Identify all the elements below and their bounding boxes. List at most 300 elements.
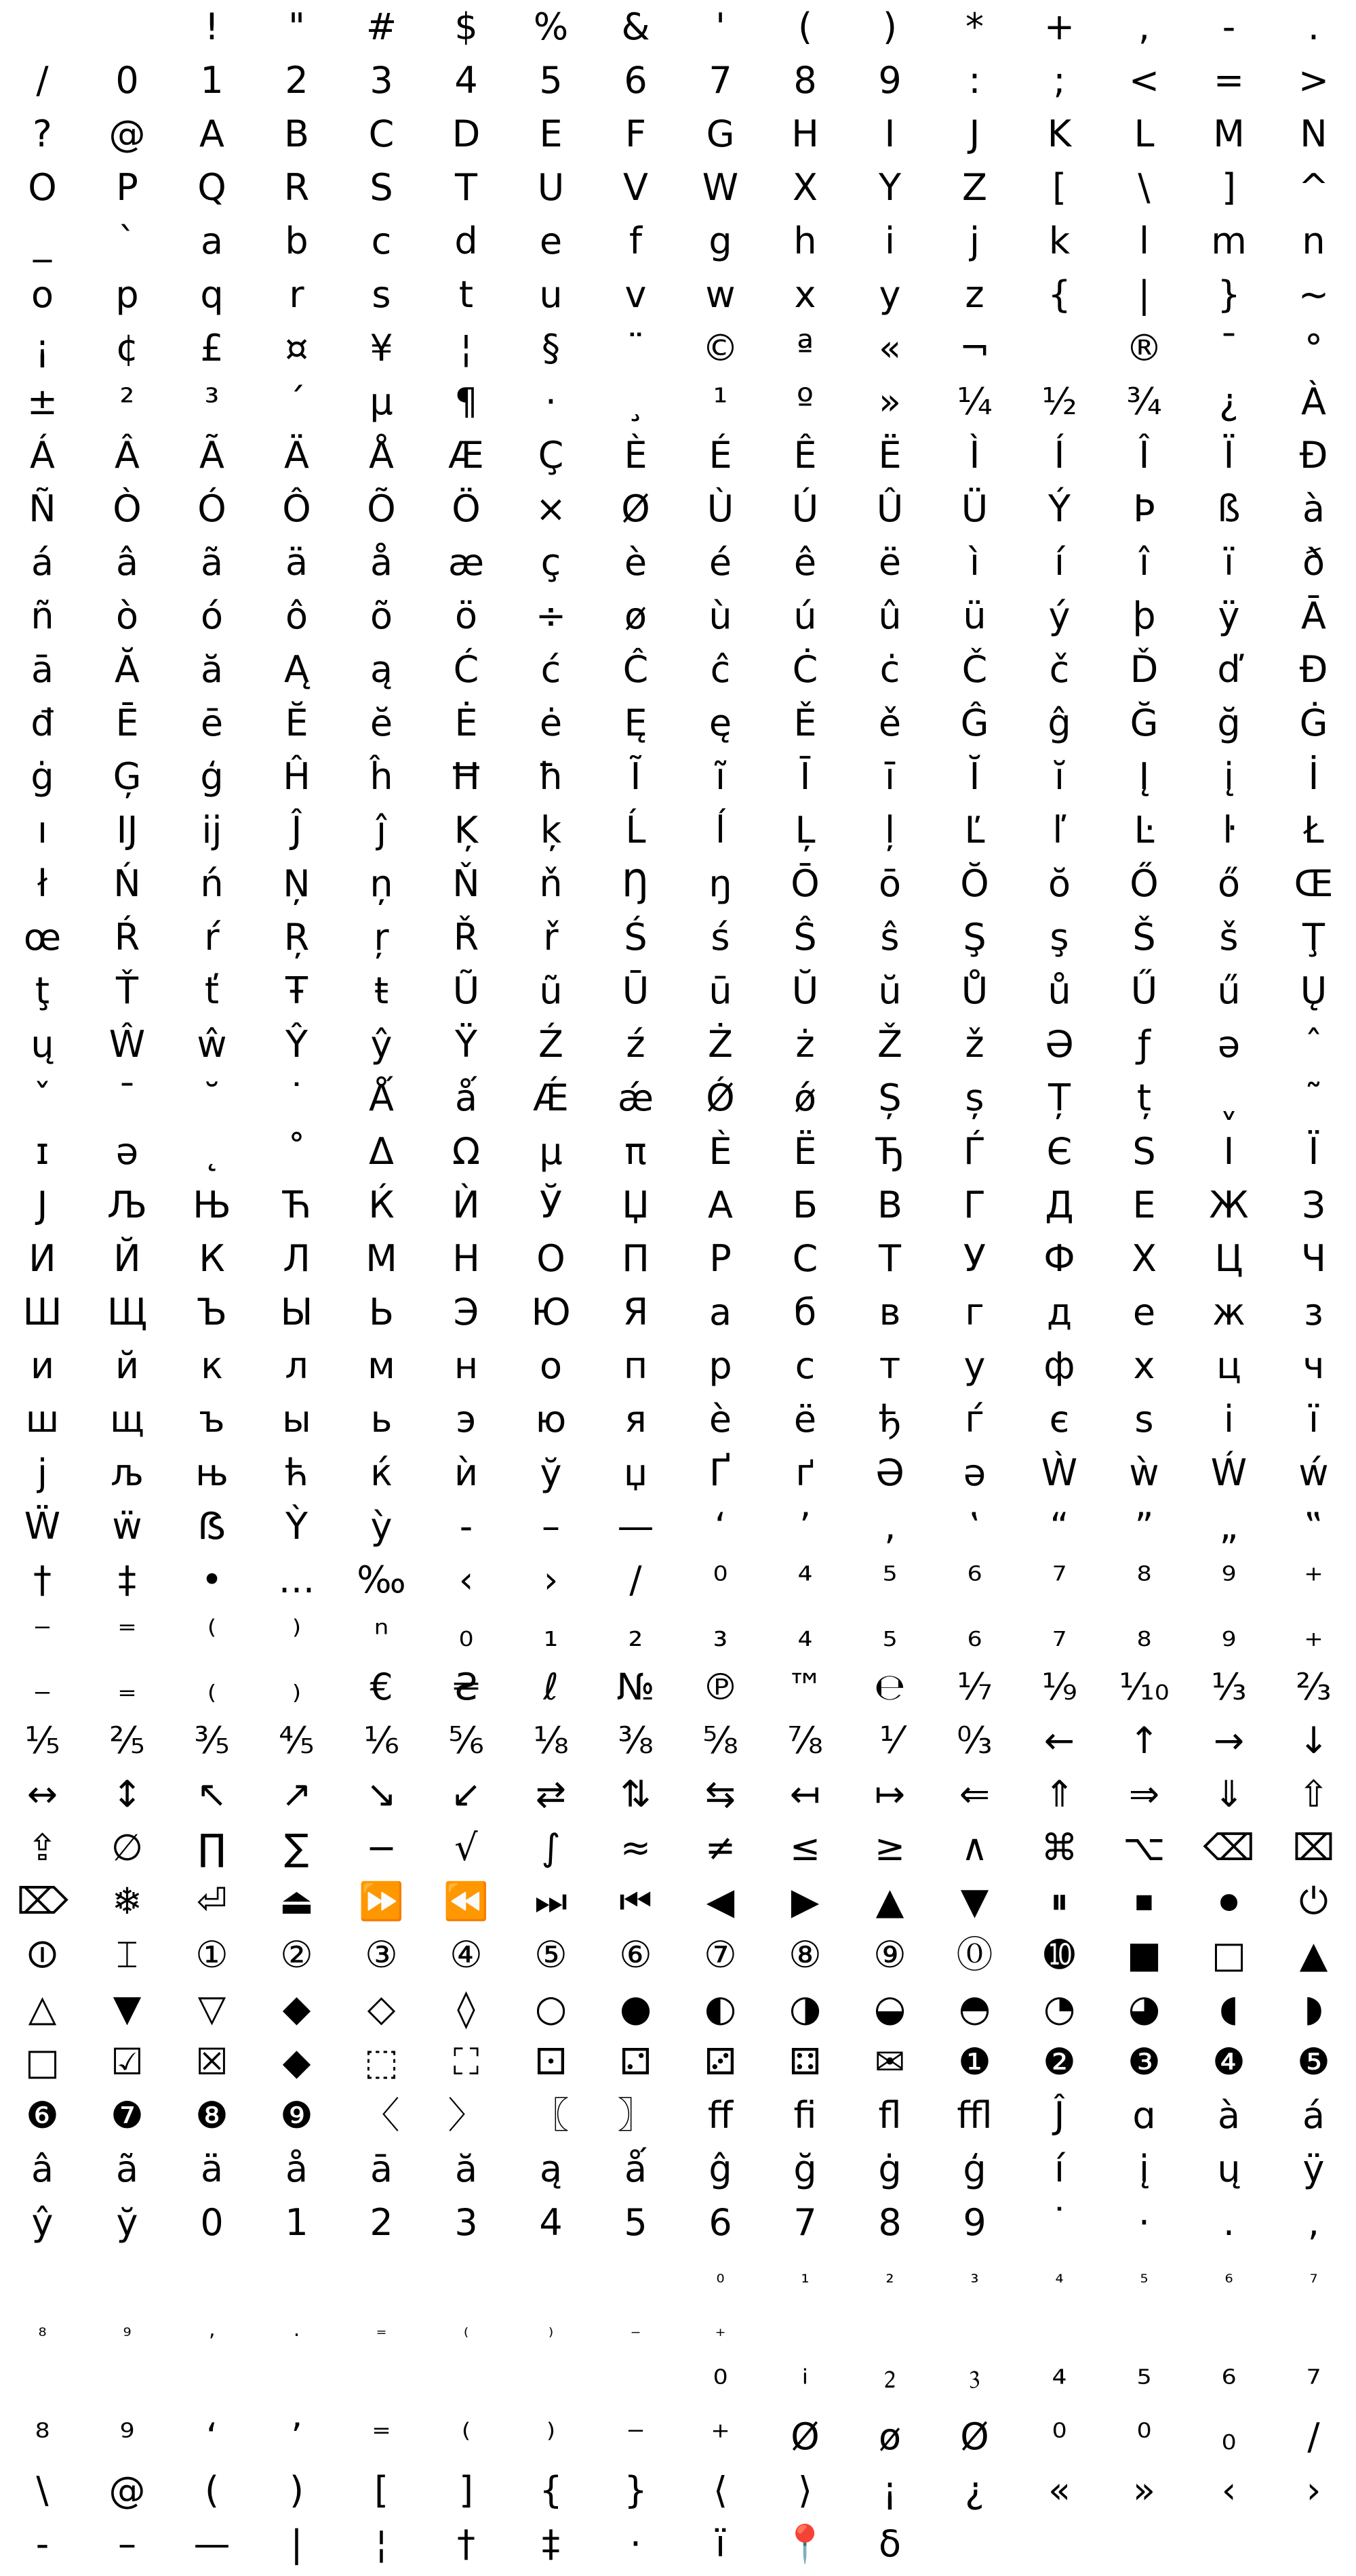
glyph-cell: Ї [1308,1129,1319,1173]
glyph-cell: ž [965,1022,984,1066]
glyph-cell: ß [1217,487,1241,530]
glyph-cell: ⟨ [713,2468,728,2512]
glyph-cell: 5 [539,58,563,102]
glyph-cell: О [536,1236,565,1280]
glyph-cell: K [1047,112,1072,155]
glyph-cell: ₂ [628,1611,643,1655]
glyph-cell: “ [1050,1504,1069,1548]
glyph-cell: ₅ [1140,2263,1149,2288]
glyph-cell: ₊ [1304,1611,1323,1655]
glyph-cell: ⟩ [797,2468,813,2512]
glyph-cell: ₇ [1052,1611,1067,1655]
glyph-cell: ĝ [709,2147,732,2190]
glyph-cell: Ǿ [706,1076,735,1119]
glyph-cell: − [365,1826,397,1869]
glyph-cell: j [969,219,980,262]
glyph-cell: ˬ [1220,1076,1238,1119]
glyph-cell: ō [878,862,902,905]
glyph-cell: н [454,1344,479,1387]
glyph-cell: Х [1132,1236,1157,1280]
glyph-cell: ⁻ [626,2415,645,2458]
glyph-cell: В [877,1183,903,1226]
glyph-cell: ŗ [374,915,389,959]
glyph-cell: у [963,1344,986,1387]
glyph-cell: ⇪ [26,1826,58,1869]
glyph-cell: † [33,1558,52,1601]
glyph-cell: J [969,112,980,155]
glyph-cell: ğ [793,2147,817,2190]
glyph-cell: ǻ [454,1076,478,1119]
glyph-cell: ʼ [290,2415,303,2458]
glyph-cell: ₁ [801,2263,810,2288]
glyph-cell: Õ [367,487,396,530]
glyph-cell: ^ [1298,165,1330,209]
glyph-cell: ŕ [204,915,220,959]
glyph-cell: Ł [1303,808,1324,851]
glyph-cell: Ś [624,915,647,959]
glyph-cell: ; [1053,58,1066,102]
glyph-cell: í [1054,2147,1064,2190]
glyph-cell: ј [37,1451,47,1494]
glyph-cell: { [1048,273,1071,316]
glyph-cell: 4 [539,2200,563,2244]
glyph-cell: á [1302,2093,1325,2137]
glyph-cell: ● [619,1986,652,2030]
glyph-cell: ⇒ [1128,1772,1160,1815]
glyph-cell: ¨ [626,326,645,369]
glyph-cell: ¹ [713,380,728,423]
glyph-cell: h [793,219,817,262]
glyph-cell: D [452,112,481,155]
glyph-cell: ⏎ [196,1879,228,1923]
glyph-cell: ÿ [1218,594,1240,637]
glyph-cell: | [290,2522,303,2565]
glyph-cell: в [879,1290,901,1333]
glyph-cell: ÷ [535,594,567,637]
glyph-cell: Á [30,433,55,477]
glyph-cell: # [365,5,397,48]
glyph-cell: ƒ [1137,1022,1151,1066]
glyph-cell: Ħ [449,754,483,798]
glyph-cell: c [371,219,392,262]
glyph-cell: Џ [622,1183,650,1226]
glyph-cell: 1 [285,2200,308,2244]
glyph-cell: v [624,273,647,316]
glyph-cell: Ω [452,1129,481,1173]
glyph-cell-empty [254,2249,339,2303]
glyph-cell: І [1223,1129,1235,1173]
glyph-cell-empty [1271,2517,1356,2571]
glyph-cell: Ú [791,487,819,530]
glyph-cell: ⁵ [1136,2361,1152,2404]
glyph-cell: ◔ [1043,1986,1076,2030]
glyph-cell: Ә [875,1451,904,1494]
glyph-cell: ⁹ [119,2415,135,2458]
glyph-cell: ø [624,594,647,637]
glyph-cell: $ [454,5,478,48]
glyph-cell: ⌶ [116,1933,138,1976]
glyph-cell: ‟ [1304,1504,1323,1548]
glyph-cell: ū [709,969,732,1012]
glyph-cell: € [370,1665,393,1708]
glyph-cell: Ќ [368,1183,395,1226]
glyph-cell: ə [1217,1022,1241,1066]
glyph-cell: ћ [284,1451,309,1494]
glyph-cell: ₎ [548,2317,554,2341]
glyph-cell: O [28,165,57,209]
glyph-cell: f [629,219,642,262]
glyph-cell: y [879,273,901,316]
glyph-cell: М [365,1236,397,1280]
glyph-cell: ő [1217,862,1241,905]
glyph-cell: \ [36,2468,49,2512]
glyph-cell: 3 [454,2200,478,2244]
glyph-cell: ć [540,647,561,691]
glyph-cell: X [793,165,818,209]
glyph-cell: ₋ [630,2317,641,2341]
glyph-cell: Ỳ [285,1504,308,1548]
glyph-cell: Й [113,1236,141,1280]
glyph-cell: Љ [106,1183,148,1226]
glyph-cell: ĵ [376,808,386,851]
glyph-cell: ê [793,540,817,584]
glyph-cell: ш [25,1397,60,1441]
glyph-cell-empty [932,2517,1017,2571]
glyph-cell: Ö [452,487,481,530]
glyph-cell: / [1307,2415,1320,2458]
glyph-cell: Q [197,165,226,209]
glyph-cell-empty [339,2356,424,2410]
glyph-cell: ⁰ [713,2361,728,2404]
glyph-cell: { [539,2468,563,2512]
glyph-cell: Ģ [113,754,142,798]
glyph-cell: ð [1302,540,1325,584]
glyph-cell: ĉ [710,647,731,691]
glyph-cell: ( [797,5,813,48]
glyph-cell: N [1300,112,1328,155]
glyph-cell: / [629,1558,642,1601]
glyph-cell: ⑦ [704,1933,737,1976]
glyph-cell: Å [369,433,394,477]
glyph-cell: Ч [1300,1236,1327,1280]
glyph-cell: Ż [708,1022,733,1066]
glyph-cell: É [709,433,732,477]
glyph-cell: ₇ [1309,2263,1318,2288]
glyph-cell: Ґ [709,1451,732,1494]
glyph-cell: Ÿ [455,1022,477,1066]
glyph-cell: ↤ [789,1772,821,1815]
glyph-cell: © [702,326,739,369]
glyph-cell: Ĝ [960,701,989,744]
glyph-cell: e [539,219,563,262]
glyph-cell: Ø [621,487,650,530]
glyph-cell: Ș [878,1076,902,1119]
glyph-cell: ° [1304,326,1323,369]
glyph-cell: 0 [200,2200,224,2244]
glyph-cell: 1 [200,58,224,102]
glyph-cell: ñ [31,594,54,637]
glyph-cell: : [968,58,981,102]
glyph-cell: ⚃ [789,2040,821,2083]
glyph-cell: › [1306,2468,1321,2512]
glyph-cell: ţ [35,969,50,1012]
glyph-cell: ¥ [370,326,393,369]
glyph-cell-empty [0,0,85,54]
glyph-cell: } [624,2468,647,2512]
glyph-cell: § [542,326,560,369]
glyph-cell: « [878,326,902,369]
glyph-cell: ǿ [793,1076,817,1119]
glyph-cell: ₀ [716,2263,725,2288]
glyph-cell: å [285,2147,308,2190]
glyph-cell: ↦ [874,1772,906,1815]
glyph-cell: — [193,2522,231,2565]
glyph-cell: û [878,594,902,637]
glyph-cell: ◇ [367,1986,396,2030]
glyph-cell: í [1054,540,1064,584]
glyph-cell: Ĭ [969,754,980,798]
glyph-cell: _ [33,219,52,262]
glyph-cell: ¿ [1219,380,1239,423]
glyph-cell: ī [884,754,895,798]
glyph-cell: Ş [963,915,986,959]
glyph-cell: î [1138,540,1149,584]
glyph-cell-empty [1017,2517,1102,2571]
glyph-cell: ◒ [873,1986,906,2030]
glyph-cell: Ľ [964,808,985,851]
glyph-cell: è [624,540,647,584]
glyph-cell: ˉ [118,1076,136,1119]
glyph-cell: ⏼ [28,1933,57,1976]
glyph-cell: ¡ [35,326,50,369]
glyph-cell: ˙ [1050,2200,1069,2244]
glyph-cell: ŝ [880,915,900,959]
glyph-cell: 9 [963,2200,986,2244]
glyph-cell: Ĺ [625,808,646,851]
glyph-cell: ï [715,2522,725,2565]
glyph-cell: · [544,380,557,423]
glyph-cell: ❸ [1128,2040,1161,2083]
glyph-cell: И [28,1236,56,1280]
glyph-cell: u [539,273,563,316]
glyph-cell: ы [282,1397,311,1441]
glyph-cell: – [542,1504,560,1548]
glyph-cell: ⌥ [1123,1826,1165,1869]
glyph-cell: Û [876,487,904,530]
glyph-cell: ě [878,701,902,744]
glyph-cell: Ю [531,1290,571,1333]
glyph-cell: Ą [284,647,309,691]
glyph-cell: ↉ [957,1718,993,1762]
glyph-cell: ⁶ [967,1558,982,1601]
glyph-cell: Н [452,1236,480,1280]
glyph-cell: r [289,273,304,316]
glyph-cell: é [709,540,732,584]
glyph-cell: ų [31,1022,54,1066]
glyph-cell: ⅜ [618,1718,654,1762]
glyph-cell: ç [540,540,561,584]
glyph-cell: , [1138,5,1151,48]
glyph-cell: μ [539,1129,563,1173]
glyph-cell: ‹ [458,1558,474,1601]
glyph-cell: Ĳ [116,808,138,851]
glyph-cell: ④ [450,1933,483,1976]
glyph-cell: ⁰ [1052,2415,1067,2458]
glyph-cell: ¿ [965,2468,984,2512]
glyph-cell: Ŝ [793,915,817,959]
glyph-cell: º [796,380,814,423]
glyph-cell: ģ [200,754,224,798]
glyph-cell: Ņ [283,862,311,905]
glyph-cell: ŵ [197,1022,227,1066]
glyph-cell: ⇑ [1043,1772,1075,1815]
glyph-cell: Ф [1043,1236,1075,1280]
glyph-cell: ə [115,1129,139,1173]
glyph-cell: ! [204,5,220,48]
glyph-cell: Я [622,1290,649,1333]
glyph-cell: Ǽ [533,1076,569,1119]
glyph-cell: ₊ [715,2317,726,2341]
glyph-cell: Ţ [1302,915,1325,959]
glyph-cell: i [884,219,895,262]
glyph-cell: √ [454,1826,478,1869]
glyph-cell: ì [969,540,980,584]
glyph-cell: Ј [37,1183,48,1226]
glyph-cell: ⅒ [1119,1665,1170,1708]
glyph-cell: Ć [453,647,479,691]
glyph-cell: ā [370,2147,393,2190]
glyph-cell: ∧ [961,1826,989,1869]
glyph-cell: â [115,540,139,584]
glyph-cell: с [795,1344,816,1387]
glyph-cell: ⁸ [35,2415,50,2458]
glyph-cell: ⏪ [443,1879,490,1923]
glyph-cell: ❻ [26,2093,59,2137]
glyph-cell: Ə [1045,1022,1074,1066]
glyph-cell: ã [115,2147,139,2190]
glyph-cell: ņ [370,862,393,905]
glyph-cell: ¦ [375,2522,388,2565]
glyph-cell: л [285,1344,308,1387]
glyph-cell: ¦ [460,326,473,369]
glyph-cell-empty [0,2356,85,2410]
glyph-cell: [ [1052,165,1067,209]
glyph-cell: , [1307,2200,1320,2244]
glyph-cell: † [457,2522,475,2565]
glyph-cell: Ĵ [1054,2093,1065,2137]
glyph-cell: ⌫ [1203,1826,1255,1869]
glyph-cell: ] [1221,165,1237,209]
glyph-cell: Њ [193,1183,231,1226]
glyph-cell: I [884,112,896,155]
glyph-cell: 〖 [532,2093,570,2137]
glyph-cell: ‐ [459,1504,473,1548]
glyph-cell: Ì [969,433,980,477]
glyph-cell: ⅓ [1211,1665,1247,1708]
glyph-cell: ▼ [960,1879,989,1923]
glyph-cell-empty [85,0,170,54]
glyph-cell: ⏭ [534,1879,567,1923]
glyph-cell: ₂ [885,2263,894,2288]
glyph-cell: ◕ [1128,1986,1161,2030]
glyph-cell: È [624,433,647,477]
glyph-cell: ‡ [542,2522,560,2565]
glyph-cell: ³ [204,380,220,423]
glyph-cell: m [1211,219,1247,262]
glyph-cell: Ù [706,487,734,530]
glyph-cell: ɪ [35,1129,49,1173]
glyph-cell: ĥ [370,754,393,798]
glyph-cell: p [115,273,139,316]
glyph-cell: С [792,1236,818,1280]
glyph-cell: ŭ [878,969,902,1012]
glyph-cell: ѐ [709,1397,732,1441]
glyph-cell: ₃ [713,1611,728,1655]
glyph-cell: ⁾ [546,2415,556,2458]
glyph-cell: - [1222,5,1236,48]
glyph-cell: ª [796,326,814,369]
glyph-cell: l [1138,219,1149,262]
glyph-cell: Ŋ [622,862,650,905]
glyph-cell: 〗 [617,2093,654,2137]
glyph-cell: à [1217,2093,1241,2137]
glyph-cell: ˚ [287,1129,306,1173]
glyph-cell: Е [1132,1183,1156,1226]
glyph-cell: ❺ [1297,2040,1330,2083]
glyph-cell: ’ [799,1504,812,1548]
glyph-cell: ⏏ [279,1879,315,1923]
glyph-cell: Ŏ [960,862,989,905]
glyph-cell: ❹ [1212,2040,1245,2083]
glyph-cell: ⁻ [33,1611,52,1655]
glyph-cell: C [368,112,395,155]
glyph-cell: × [535,487,567,530]
glyph-cell: ◊ [457,1986,475,2030]
glyph-cell: ⁰ [713,1558,728,1601]
glyph-cell: ⬚ [363,2040,399,2083]
glyph-cell: „ [1219,1504,1239,1548]
glyph-cell: Ĩ [630,754,641,798]
glyph-cell: £ [200,326,224,369]
glyph-cell: № [616,1665,655,1708]
glyph-cell: t [458,273,474,316]
glyph-cell: ⅟ [879,1718,900,1762]
glyph-cell: ⏩ [358,1879,405,1923]
glyph-cell: Ẅ [24,1504,61,1548]
glyph-cell: À [1301,380,1326,423]
glyph-cell: ₴ [452,1665,481,1708]
glyph-cell: ⁵ [882,1558,898,1601]
glyph-cell: ř [543,915,559,959]
glyph-cell: Ó [197,487,226,530]
glyph-cell: ă [200,647,224,691]
glyph-cell: ¼ [957,380,993,423]
glyph-cell: ẞ [197,1504,226,1548]
glyph-cell: є [1049,1397,1070,1441]
glyph-cell: å [370,540,393,584]
glyph-cell: & [621,5,650,48]
glyph-cell: ẟ [878,2522,902,2565]
glyph-cell: ű [1217,969,1241,1012]
glyph-cell: Ŧ [285,969,308,1012]
glyph-cell: ď [1217,647,1241,691]
glyph-cell: Ķ [454,808,479,851]
glyph-cell: ➓ [1043,1933,1075,1976]
glyph-cell: E [539,112,563,155]
glyph-cell: µ [370,380,393,423]
glyph-cell: → [1213,1718,1245,1762]
glyph-cell: - [35,2522,49,2565]
